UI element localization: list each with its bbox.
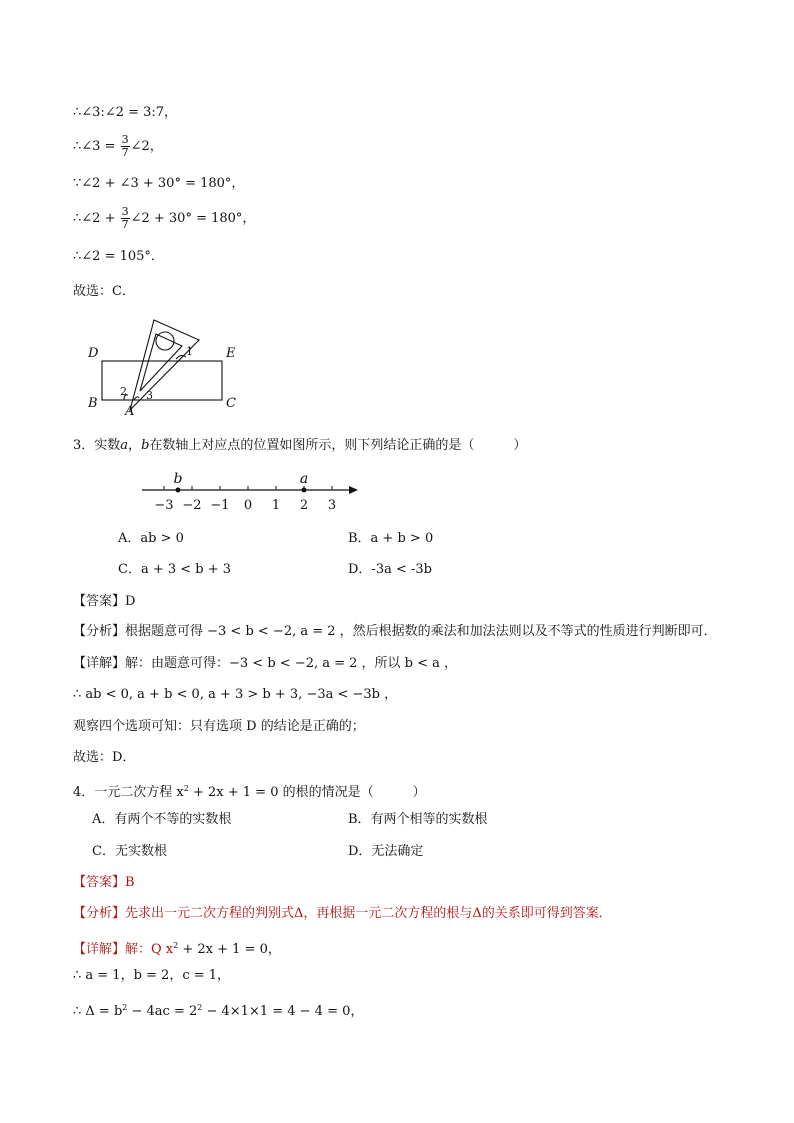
number-line <box>130 462 370 522</box>
solution-line: ∴∠2 = 105°． <box>73 249 164 264</box>
solution-line: ∴∠3 = $\frac{3}{7}$ ∠2， <box>73 133 163 159</box>
label-angle-1: 1 <box>186 345 193 358</box>
coefficient-line: ∴ a = 1，b = 2，c = 1， <box>73 968 231 983</box>
option-b[interactable]: B．a + b > 0 <box>348 531 434 546</box>
analysis-line: 【分析】根据题意可得 −3 < b < −2, a = 2 ，然后根据数的乘法和加法法则以及不等式的性质进行判断即可． <box>73 624 717 639</box>
answer-line: 【答案】D <box>73 594 136 609</box>
observation-line: 观察四个选项可知：只有选项 D 的结论是正确的； <box>73 719 365 734</box>
option-d[interactable]: D．无法确定 <box>348 844 424 859</box>
label-angle-2: 2 <box>120 385 127 398</box>
option-b[interactable]: B．有两个相等的实数根 <box>348 812 488 827</box>
option-a[interactable]: A．ab > 0 <box>118 531 184 546</box>
axis-arrow-icon <box>349 486 358 494</box>
tick-label: 2 <box>299 498 309 513</box>
analysis-line: 【分析】先求出一元二次方程的判别式Δ，再根据一元二次方程的根与Δ的关系即可得到答案． <box>73 906 612 921</box>
option-d[interactable]: D．-3a < -3b <box>348 562 432 577</box>
option-a[interactable]: A．有两个不等的实数根 <box>92 812 232 827</box>
point-b <box>176 488 181 493</box>
tick-label: 0 <box>243 498 253 513</box>
tick-label: 1 <box>271 498 281 513</box>
point-a <box>302 488 307 493</box>
geometry-figure <box>80 315 250 420</box>
label-angle-3: 3 <box>146 389 153 402</box>
answer-line: 【答案】B <box>73 875 135 890</box>
solution-line: ∵∠2 + ∠3 + 30° = 180°， <box>73 176 245 191</box>
tick-label: −1 <box>210 498 230 513</box>
label-b: B <box>88 396 98 411</box>
question-4-stem: 4．一元二次方程 $x^2 + 2x + 1 = 0$ 的根的情况是（ ） <box>73 784 426 800</box>
point-b-label: b <box>173 471 183 487</box>
fraction: $\frac{3}{7}$ <box>121 133 129 159</box>
solution-line: ∴∠3:∠2 = 3:7， <box>73 105 178 120</box>
tick-label: 3 <box>327 498 337 513</box>
label-a: A <box>125 404 135 419</box>
fraction: $\frac{3}{7}$ <box>121 205 129 231</box>
derivation-line: ∴ ab < 0, a + b < 0, a + 3 > b + 3, −3a < −3b ， <box>73 687 398 702</box>
choose-line: 故选：C． <box>73 284 135 299</box>
discriminant-line: ∴ $\Delta = b^2 - 4ac = 2^2 - 4\times 1\times 1 = 4 - 4 = 0$， <box>73 1003 364 1019</box>
detail-line: 【详解】解：由题意可得：−3 < b < −2, a = 2 ，所以 b < a ， <box>73 656 458 671</box>
question-3-stem: 3．实数a，b在数轴上对应点的位置如图所示，则下列结论正确的是（ ） <box>73 438 527 453</box>
triangle-ruler-inner <box>140 334 182 391</box>
label-d: D <box>88 346 99 361</box>
detail-line: 【详解】解：Q $x^2 + 2x + 1 = 0$， <box>73 941 281 957</box>
point-a-label: a <box>299 471 309 487</box>
label-e: E <box>226 346 236 361</box>
solution-line: ∴∠2 + $\frac{3}{7}$ ∠2 + 30° = 180°， <box>73 205 256 231</box>
choose-line: 故选：D． <box>73 750 136 765</box>
tick-label: −3 <box>154 498 174 513</box>
label-c: C <box>226 396 236 411</box>
option-c[interactable]: C．a + 3 < b + 3 <box>118 562 232 577</box>
tick-label: −2 <box>182 498 202 513</box>
option-c[interactable]: C．无实数根 <box>92 844 167 859</box>
